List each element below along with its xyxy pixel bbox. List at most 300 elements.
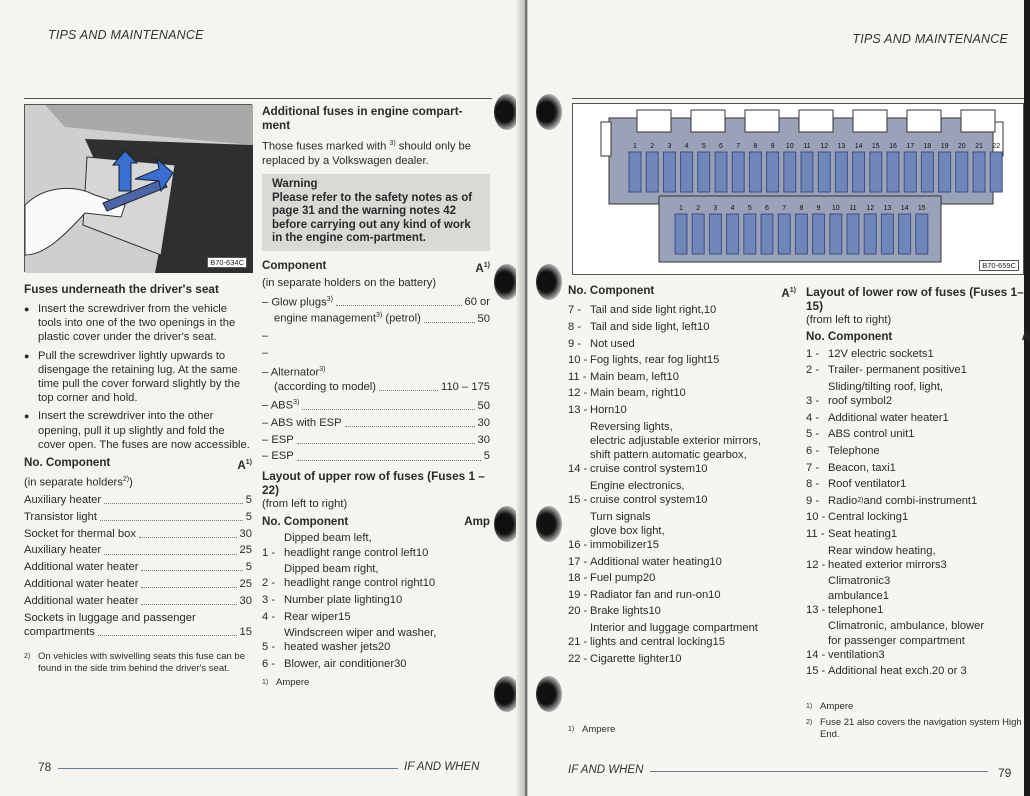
fuse [847,214,859,254]
table-row: – ESP 5 [262,450,490,463]
fuse-label: Central locking [828,511,902,524]
fuse [818,152,830,192]
fuse-number: 1 - [806,347,820,360]
fuse-slot-number: 16 [889,143,897,150]
table-header: No. Component A [806,330,1030,344]
fuse-amps: 1 [900,478,907,491]
fuse [990,152,1002,192]
fuse-label: Interior and luggage compartment [590,621,758,634]
fuse-slot-number: 2 [650,143,655,150]
binder-hole [536,264,562,300]
fuse-number: 1 - [262,546,276,559]
fuse-slot-number: 3 [667,143,672,150]
fuse-amps: 10 [695,494,708,507]
relay-slot [799,110,833,132]
fuse-row [806,664,1030,678]
table-header: No. Component $A^{1)}$ [568,284,796,300]
bullet-item: ● Insert the screwdriver from the vehicle tools into one of the two openings in the plastic cover under the driver's seat. [24,302,252,345]
section-title: Additional fuses in engine compart-ment [262,104,463,132]
binder-hole [536,94,562,130]
fuse [853,152,865,192]
fuse-amps: 10 [422,577,436,590]
fuse-label: ABS control unit [828,428,909,441]
fuse-slot-number: 18 [923,143,932,150]
fuse-label: Horn [590,404,615,417]
fuse-number: 21 - [568,636,588,649]
fuse-label: Fog lights, rear fog light [590,354,707,367]
fuse-row [806,411,1030,425]
fuse-row [568,571,796,585]
table-row-cont: compartments 15 [24,625,252,638]
fuse-slot-number: 6 [719,143,723,150]
fuse-slot-number: 7 [782,205,787,212]
fuse-label: heated washer jets [284,641,378,654]
fuse-row [568,479,796,507]
fuse-row [806,527,1030,541]
fuse-label: Additional heat exch. [828,665,932,678]
seat-illustration [24,104,252,272]
fuse-label: lights and central locking [590,636,713,649]
fuse-slot-number: 8 [753,143,758,150]
fuse-label: Beacon, taxi [828,461,890,474]
fuse-label: Rear wiper [284,610,339,623]
fuse-row [568,403,796,417]
fuse [784,152,796,192]
fuse [921,152,933,192]
fuse-label: Tail and side light right, [590,304,704,317]
fuse-number: 13 - [806,603,826,616]
fuse-slot-number: 19 [940,143,949,150]
table-row: – ABS with ESP 30 [262,416,490,429]
bullet-item: ● Insert the screwdriver into the other opening, pull it up slightly and fold the cover open. The fuses are now accessible. [24,409,252,452]
fuse-slot-number: 4 [730,205,735,212]
table-row: Additional water heater 25 [24,578,252,591]
fuse-row [568,555,796,569]
fuse-amps: 1 [908,428,915,441]
fuse-slot-number: 5 [701,143,706,150]
fuse-number: 6 - [262,658,276,670]
table-header: No. Component Amp [262,514,490,528]
fuse-label: Tail and side light, left [590,321,697,334]
fuse-amps: 20 [377,641,391,654]
running-footer: IF AND WHEN [404,761,480,773]
footnote: 1) Ampere [806,700,854,712]
fuse-amps: 1 [927,347,934,360]
fuse-number: 2 - [806,364,820,377]
fuse-number: 15 - [806,665,826,678]
fuse-amps: 10 [668,652,682,665]
fuse-amps: 3 [883,575,891,588]
fuse-amps: 1 [882,589,889,602]
figure-code: B70-659C [979,260,1019,271]
header-rule [24,98,492,99]
binder-hole [536,676,562,712]
fuse [629,152,641,192]
fuse [835,152,847,192]
fuse-label: Telephone [828,444,880,457]
footnote: 2) On vehicles with swivelling seats this fuse can be found in the side trim behind the driver's seat. [24,651,245,675]
fuse-amps: 20 or 3 [931,665,967,678]
fuse-amps: 30 [394,658,407,670]
fuse-label: 12V electric sockets [828,347,928,360]
fuse-row [568,621,796,649]
fuse-number: 5 - [262,641,276,654]
fuse-number: 4 - [806,411,820,424]
fuse-label: Main beam, right [590,387,674,400]
fuse-label: shift pattern automatic gearbox, [590,449,747,462]
fuse-label: immobilizer [590,539,647,552]
fuse-row [262,626,490,654]
table-subheader: (in separate holders$^{2)}$) [24,476,133,489]
fuse-label: Seat heating [828,527,891,540]
fuse-amps: 10 [696,321,710,334]
fuse-amps: 10 [415,546,429,559]
fuse-label: headlight range control left [284,546,416,559]
fuse-slot-number: 15 [917,205,926,212]
fuse-row [806,477,1030,491]
section-title: Fuses underneath the driver's seat [24,282,219,296]
relay-slot [691,110,725,132]
fuse-slot-number: 9 [770,143,775,150]
fuse-label: Trailer- permanent positive [828,364,961,377]
table-row: – [262,346,269,359]
fuse-row [568,303,796,317]
header-rule [572,98,1024,99]
fuse-amps: 1 [890,527,898,540]
fuse-row [806,494,1030,508]
table-row-cont: (according to model) 110 – 175 [274,380,490,393]
fuse [939,152,951,192]
fuse-slot-number: 4 [684,143,689,150]
fuse-slot-number: 2 [696,205,701,212]
running-header: TIPS AND MAINTENANCE [48,28,204,42]
paragraph: Those fuses marked with $^{3)}$ should only be replaced by a Volkswagen dealer. [262,140,471,167]
fuse-label: Rear window heating, [828,544,936,557]
fuse-label: for passenger compartment [828,634,965,647]
table-row: Additional water heater 5 [24,561,252,574]
fuse [813,214,825,254]
fuse-number: 19 - [568,588,588,601]
fuse-row [262,562,490,590]
fuse-slot-number: 8 [799,205,804,212]
fuse-label: Climatronic, ambulance, blower [828,620,985,633]
fuse-number: 7 - [568,304,582,317]
layout-subtitle: (from left to right) [262,497,348,510]
fuse [864,214,876,254]
fuse [795,214,807,254]
fuse-number: 5 - [806,428,820,441]
warning-text: Please refer to the safety notes as of page 31 and the warning notes 42 before carrying out any kind of work in the engine com-partment. [272,191,473,245]
table-header: Component $A^{1)}$ [262,258,490,275]
fuse-label: glove box light, [590,524,665,537]
fuse-slot-number: 12 [866,205,875,212]
relay-slot [637,110,671,132]
fuse-row [806,544,1030,572]
fuse-label: heated exterior mirrors [828,558,941,571]
fuse-slot-number: 17 [906,143,915,150]
table-row: – ABS$^{3)}$ 50 [262,399,490,413]
fuse [801,152,813,192]
fuse-label: Additional water heating [590,555,710,568]
fuse-slot-number: 13 [837,143,846,150]
fuse-slot-number: 10 [831,205,840,212]
fuse-row [806,380,1030,408]
right-page [528,0,1030,796]
fuse-label: electric adjustable exterior mirrors, [590,434,761,447]
fuse-label: telephone [828,603,878,616]
screwdriver-illustration [25,105,253,273]
fuse [681,152,693,192]
footnote: 1) Ampere [568,723,616,735]
fuse-amps: 10 [614,404,627,417]
fuse-label: Windscreen wiper and washer, [284,627,437,640]
fuse-label: Turn signals [590,510,651,523]
fuse-number: 13 - [568,404,588,417]
relay-slot [961,110,995,132]
fuse-slot-number: 14 [900,205,909,212]
fuse-number: 17 - [568,555,588,568]
fuse-amps: 1 [889,461,896,474]
page-number: 79 [998,766,1012,780]
layout-subtitle: (from left to right) [806,314,892,326]
fuse-amps: 1 [971,494,978,507]
fuse-number: 3 - [806,395,820,408]
fuse-label: Number plate lighting [284,594,390,607]
relay-slot [745,110,779,132]
fuse [916,214,928,254]
fuse-label: cruise control system [590,494,696,507]
fuse-row [806,510,1030,524]
fuse-label: Fuel pump [590,572,643,585]
fuse [732,152,744,192]
fuse-number: 10 - [568,354,588,367]
fuse-label: Main beam, left [590,370,667,383]
fuse-label: Blower, air conditioner [284,658,395,670]
fuse-number: 2 - [262,577,276,590]
fuse-number: 6 - [806,444,820,457]
fuse-slot-number: 14 [854,143,863,150]
binder-hole [536,506,562,542]
fuse-box-svg [573,104,1025,276]
fuse [727,214,739,254]
layout-title: Layout of lower row of fuses (Fuses 1– 15) [806,285,1024,313]
fuse-label: Roof ventilator [828,478,901,491]
fuse-slot-number: 11 [803,143,811,150]
warning-title: Warning [272,178,318,191]
fuse-row [806,347,1030,361]
fuse-label: Climatronic [828,575,884,588]
fuse-amps: 10 [673,387,686,400]
fuse-row [262,593,490,607]
table-row: – Alternator$^{3)}$ [262,365,326,379]
fuse-number: 8 - [806,478,820,491]
bullet-item: ● Pull the screwdriver lightly upwards to disengage the retaining lug. At the same time pull the cover forward slightly by the top corner and hold. [24,349,252,406]
fuse-number: 12 - [568,387,588,400]
fuse [663,152,675,192]
fuse-number: 14 - [806,648,826,661]
fuse [887,152,899,192]
fuse-row [568,420,796,477]
fuse-label: cruise control system [590,463,696,476]
fuse-amps: 3 [878,648,885,661]
table-row: Transistor light 5 [24,510,252,523]
fuse [767,152,779,192]
fuse-amps: 1 [960,364,967,377]
fuse-row [262,531,490,559]
fuse-label: headlight range control right [284,577,423,590]
page-number: 78 [38,760,52,774]
fuse [870,152,882,192]
fuse-slot-number: 10 [785,143,794,150]
fuse [744,214,756,254]
footer-rule [58,768,398,769]
fuse-label: Not used [590,337,635,350]
fuse-label: Radio [828,494,858,507]
fuse-amps: 15 [712,636,725,649]
fuse-label: Reversing lights, [590,420,673,433]
fuse [899,214,911,254]
fuse [698,152,710,192]
fuse-amps: 1 [942,411,949,424]
fuse-number: 9 - [806,494,820,507]
fuse-row [568,652,796,666]
running-footer: IF AND WHEN [568,764,644,776]
table-row-cont: engine management$^{3)}$ (petrol) 50 [274,312,490,326]
fuse-label: Brake lights [590,605,649,618]
fuse-row [806,363,1030,377]
relay-slot [853,110,887,132]
fuse-amps: 10 [703,304,717,317]
middle-column [262,104,490,689]
fuse-slot-number: 3 [713,205,718,212]
fuse-label: Dipped beam left, [284,532,372,545]
fuse-slot-number: 5 [747,205,752,212]
fuse-label: Engine electronics, [590,479,685,492]
fuse [881,214,893,254]
fuse-number: 10 - [806,511,826,524]
fuse-box-diagram [572,103,1024,275]
fuse [778,214,790,254]
table-row: – Glow plugs$^{3)}$ 60 or [262,295,490,309]
fuse-number: 7 - [806,461,820,474]
fuse-row [568,510,796,553]
table-row: Auxiliary heater 25 [24,544,252,557]
fuse-label: roof symbol [828,395,886,408]
table-row: Socket for thermal box 30 [24,527,252,540]
fuse-slot-number: 11 [849,205,857,212]
fuse-slot-number: 13 [883,205,892,212]
fuse-row [262,610,490,624]
fuse [749,152,761,192]
fuse-label: Additional water heater [828,411,943,424]
fuse-slot-number: 20 [957,143,966,150]
fuse-number: 22 - [568,652,588,665]
fuse-slot-number: 12 [820,143,829,150]
fuse [956,152,968,192]
fuse [973,152,985,192]
fuse-number: 11 - [568,370,587,383]
fuse-row [568,386,796,400]
fuse-label: Radiator fan and run-on [590,588,709,601]
table-subheader: (in separate holders on the battery) [262,276,437,289]
fuse-slot-number: 22 [992,143,1001,150]
warning-box [262,174,490,251]
fuse-slot-number: 1 [679,205,683,212]
fuse-slot-number: 7 [736,143,741,150]
fuse-slot-number: 15 [871,143,880,150]
table-header: No. Component $A^{1)}$ [24,456,252,472]
fuse-amps: 15 [338,610,351,623]
fuse-number: 16 - [568,539,588,552]
fuse-row [568,370,796,384]
fuse-amps: 10 [389,594,403,607]
fuse-amps: 15 [646,539,660,552]
fuse-row [568,320,796,334]
lower-fuse-list [806,347,1030,679]
fuse-row [568,353,796,367]
fuse-column-lower [806,285,1030,741]
fuse-label: Sliding/tilting roof, light, [828,380,944,393]
fuse-label: Dipped beam right, [284,563,379,576]
fuse-label: ventilation [828,648,879,661]
upper-fuse-list-continued [568,303,796,666]
fuse-slot-number: 1 [633,143,637,150]
table-row: Auxiliary heater 5 [24,494,252,507]
table-row: Additional water heater 30 [24,594,252,607]
fuse-row [568,588,796,602]
fuse-row [262,657,490,671]
fuse-label: Cigarette lighter [590,652,669,665]
fuse-slot-number: 9 [816,205,821,212]
fuse-row [806,427,1030,441]
fuse-amps: 1 [902,511,909,524]
fuse [709,214,721,254]
footnote: 1) Ampere [262,677,310,689]
fuse-amps: 20 [642,572,656,585]
fuse [761,214,773,254]
relay-slot [907,110,941,132]
fuse-row [806,619,1030,662]
table-row: – [262,329,269,342]
fuse-number: 20 - [568,605,588,618]
fuse-amps: 10 [709,555,722,568]
fuse-amps: 10 [708,588,721,601]
fuse-row [568,604,796,618]
fuse-row [806,461,1030,475]
fuse-number: 3 - [262,594,276,607]
fuse-number: 15 - [568,494,588,507]
table-row: Sockets in luggage and passenger [24,611,196,624]
fuse-row [568,337,796,351]
fuse-row [806,444,1030,458]
figure-code: B70-634C [207,257,247,268]
fuse-number: 14 - [568,463,588,476]
layout-title: Layout of upper row of fuses (Fuses 1 – 22) [262,468,485,497]
fuse-number: 18 - [568,572,588,585]
fuse-slot-number: 6 [765,205,769,212]
fuse-amps: 10 [648,605,661,618]
upper-fuse-list [262,531,490,671]
fuse-amps: 15 [706,354,720,367]
fuse-amps: 1 [877,603,884,616]
fuse-number: 11 - [806,527,825,540]
left-column [24,282,252,675]
footer-rule [650,771,988,772]
fuse [646,152,658,192]
fuse [692,214,704,254]
fuse-slot-number: 21 [975,143,983,150]
fuse-amps: 2 [885,395,893,408]
